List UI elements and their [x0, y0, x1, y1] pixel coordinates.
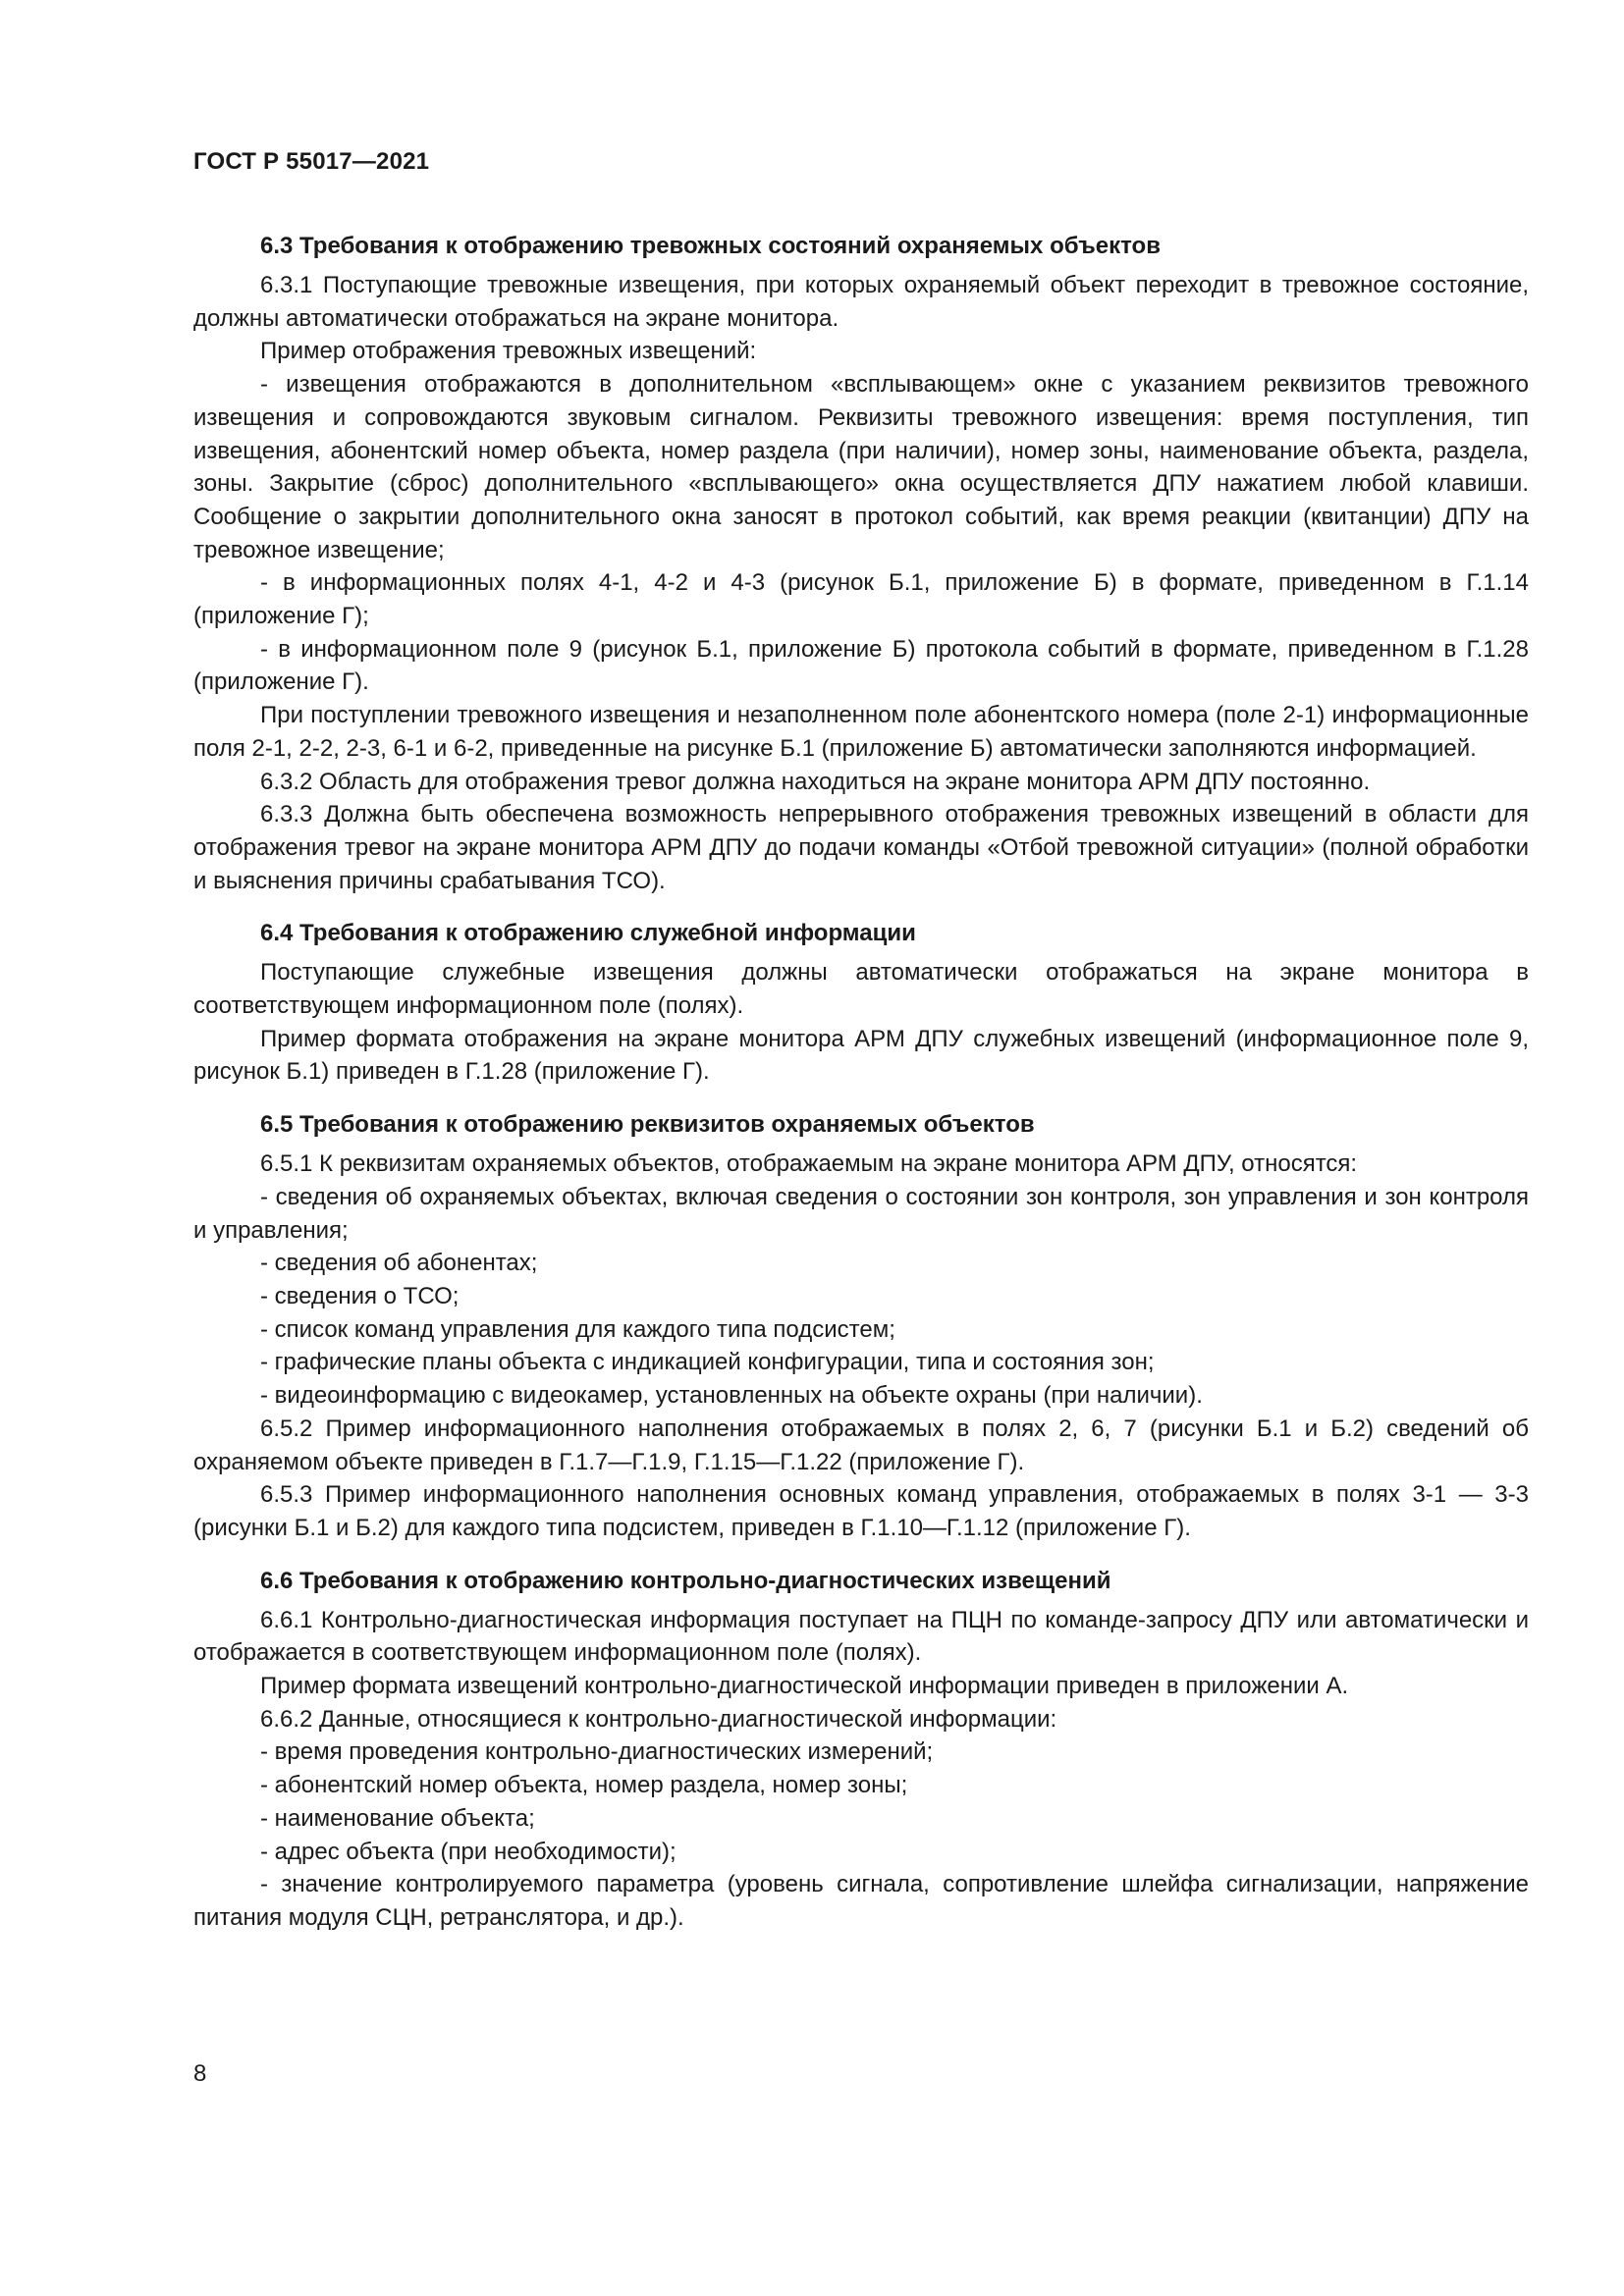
page-number: 8 [193, 2060, 207, 2087]
list-item: - в информационном поле 9 (рисунок Б.1, приложение Б) протокола событий в формате, приведенном в Г.1.28 (приложение Г). [193, 635, 1529, 696]
paragraph: 6.6.1 Контрольно-диагностическая информация поступает на ПЦН по команде-запросу ДПУ или автоматически и отображается в соответствующем информационном поле (полях). [193, 1606, 1529, 1667]
list-item: - сведения об охраняемых объектах, включая сведения о состоянии зон контроля, зон управления и зон контроля и управления; [193, 1183, 1529, 1244]
section-6-6 [193, 1565, 1529, 1935]
list-item: - в информационных полях 4-1, 4-2 и 4-3 (рисунок Б.1, приложение Б) в формате, приведенном в Г.1.14 (приложение Г); [193, 569, 1529, 630]
paragraph: 6.3.1 Поступающие тревожные извещения, при которых охраняемый объект переходит в тревожное состояние, должны автоматически отображаться на экране монитора. [193, 272, 1529, 332]
paragraph: 6.5.1 К реквизитам охраняемых объектов, отображаемым на экране монитора АРМ ДПУ, относятся: [260, 1150, 1358, 1178]
list-item: - видеоинформацию с видеокамер, установленных на объекте охраны (при наличии). [260, 1382, 1203, 1410]
paragraph: Пример формата извещений контрольно-диагностической информации приведен в приложении А. [260, 1673, 1349, 1700]
section-6-5 [193, 1108, 1529, 1544]
paragraph: При поступлении тревожного извещения и незаполненном поле абонентского номера (поле 2-1) информационные поля 2-1, 2-2, 2-3, 6-1 и 6-2, приведенные на рисунке Б.1 (приложение Б) автоматически заполняются информацией. [193, 702, 1529, 762]
section-title: 6.5 Требования к отображению реквизитов охраняемых объектов [260, 1111, 1035, 1139]
list-item: - абонентский номер объекта, номер раздела, номер зоны; [260, 1772, 908, 1799]
paragraph: Пример отображения тревожных извещений: [260, 338, 757, 365]
list-item: - извещения отображаются в дополнительном «всплывающем» окне с указанием реквизитов тревожного извещения и сопровождаются звуковым сигналом. Реквизиты тревожного извещения: время поступления, тип извещения, абонентский номер объекта, номер раздела (при наличии), номер зоны, наименование объекта, раздела, зоны. Закрытие (сброс) дополнительного «всплывающего» окна осуществляется ДПУ нажатием любой клавиши. Сообщение о закрытии дополнительного окна заносят в протокол событий, как время реакции (квитанции) ДПУ на тревожное извещение; [193, 371, 1529, 563]
section-title: 6.6 Требования к отображению контрольно-диагностических извещений [260, 1567, 1111, 1594]
paragraph: Поступающие служебные извещения должны автоматически отображаться на экране монитора в соответствующем информационном поле (полях). [193, 959, 1529, 1020]
document-page [193, 145, 1529, 1954]
paragraph: 6.6.2 Данные, относящиеся к контрольно-диагностической информации: [260, 1705, 1057, 1733]
paragraph: 6.3.3 Должна быть обеспечена возможность непрерывного отображения тревожных извещений в области для отображения тревог на экране монитора АРМ ДПУ до подачи команды «Отбой тревожной ситуации» (полной обработки и выяснения причины срабатывания ТСО). [193, 801, 1529, 894]
section-title: 6.4 Требования к отображению служебной информации [260, 920, 916, 947]
section-title: 6.3 Требования к отображению тревожных состояний охраняемых объектов [260, 233, 1161, 259]
section-6-4 [193, 917, 1529, 1089]
list-item: - сведения о ТСО; [260, 1282, 460, 1309]
list-item: - наименование объекта; [260, 1804, 535, 1832]
list-item: - сведения об абонентах; [260, 1250, 538, 1277]
standard-header: ГОСТ Р 55017—2021 [193, 148, 430, 175]
list-item: - адрес объекта (при необходимости); [260, 1838, 677, 1865]
paragraph: 6.5.3 Пример информационного наполнения основных команд управления, отображаемых в полях 3-1 — 3-3 (рисунки Б.1 и Б.2) для каждого типа подсистем, приведен в Г.1.10—Г.1.12 (приложение Г). [193, 1481, 1529, 1541]
section-6-3 [193, 230, 1529, 897]
list-item: - графические планы объекта с индикацией конфигурации, типа и состояния зон; [260, 1349, 1155, 1376]
list-item: - значение контролируемого параметра (уровень сигнала, сопротивление шлейфа сигнализации, напряжение питания модуля СЦН, ретранслятора, и др.). [193, 1871, 1529, 1931]
list-item: - время проведения контрольно-диагностических измерений; [260, 1738, 934, 1766]
list-item: - список команд управления для каждого типа подсистем; [260, 1315, 895, 1343]
paragraph: 6.3.2 Область для отображения тревог должна находиться на экране монитора АРМ ДПУ постоянно. [260, 768, 1371, 795]
paragraph: 6.5.2 Пример информационного наполнения отображаемых в полях 2, 6, 7 (рисунки Б.1 и Б.2) сведений об охраняемом объекте приведен в Г.1.7—Г.1.9, Г.1.15—Г.1.22 (приложение Г). [193, 1415, 1529, 1475]
paragraph: Пример формата отображения на экране монитора АРМ ДПУ служебных извещений (информационное поле 9, рисунок Б.1) приведен в Г.1.28 (приложение Г). [193, 1025, 1529, 1086]
